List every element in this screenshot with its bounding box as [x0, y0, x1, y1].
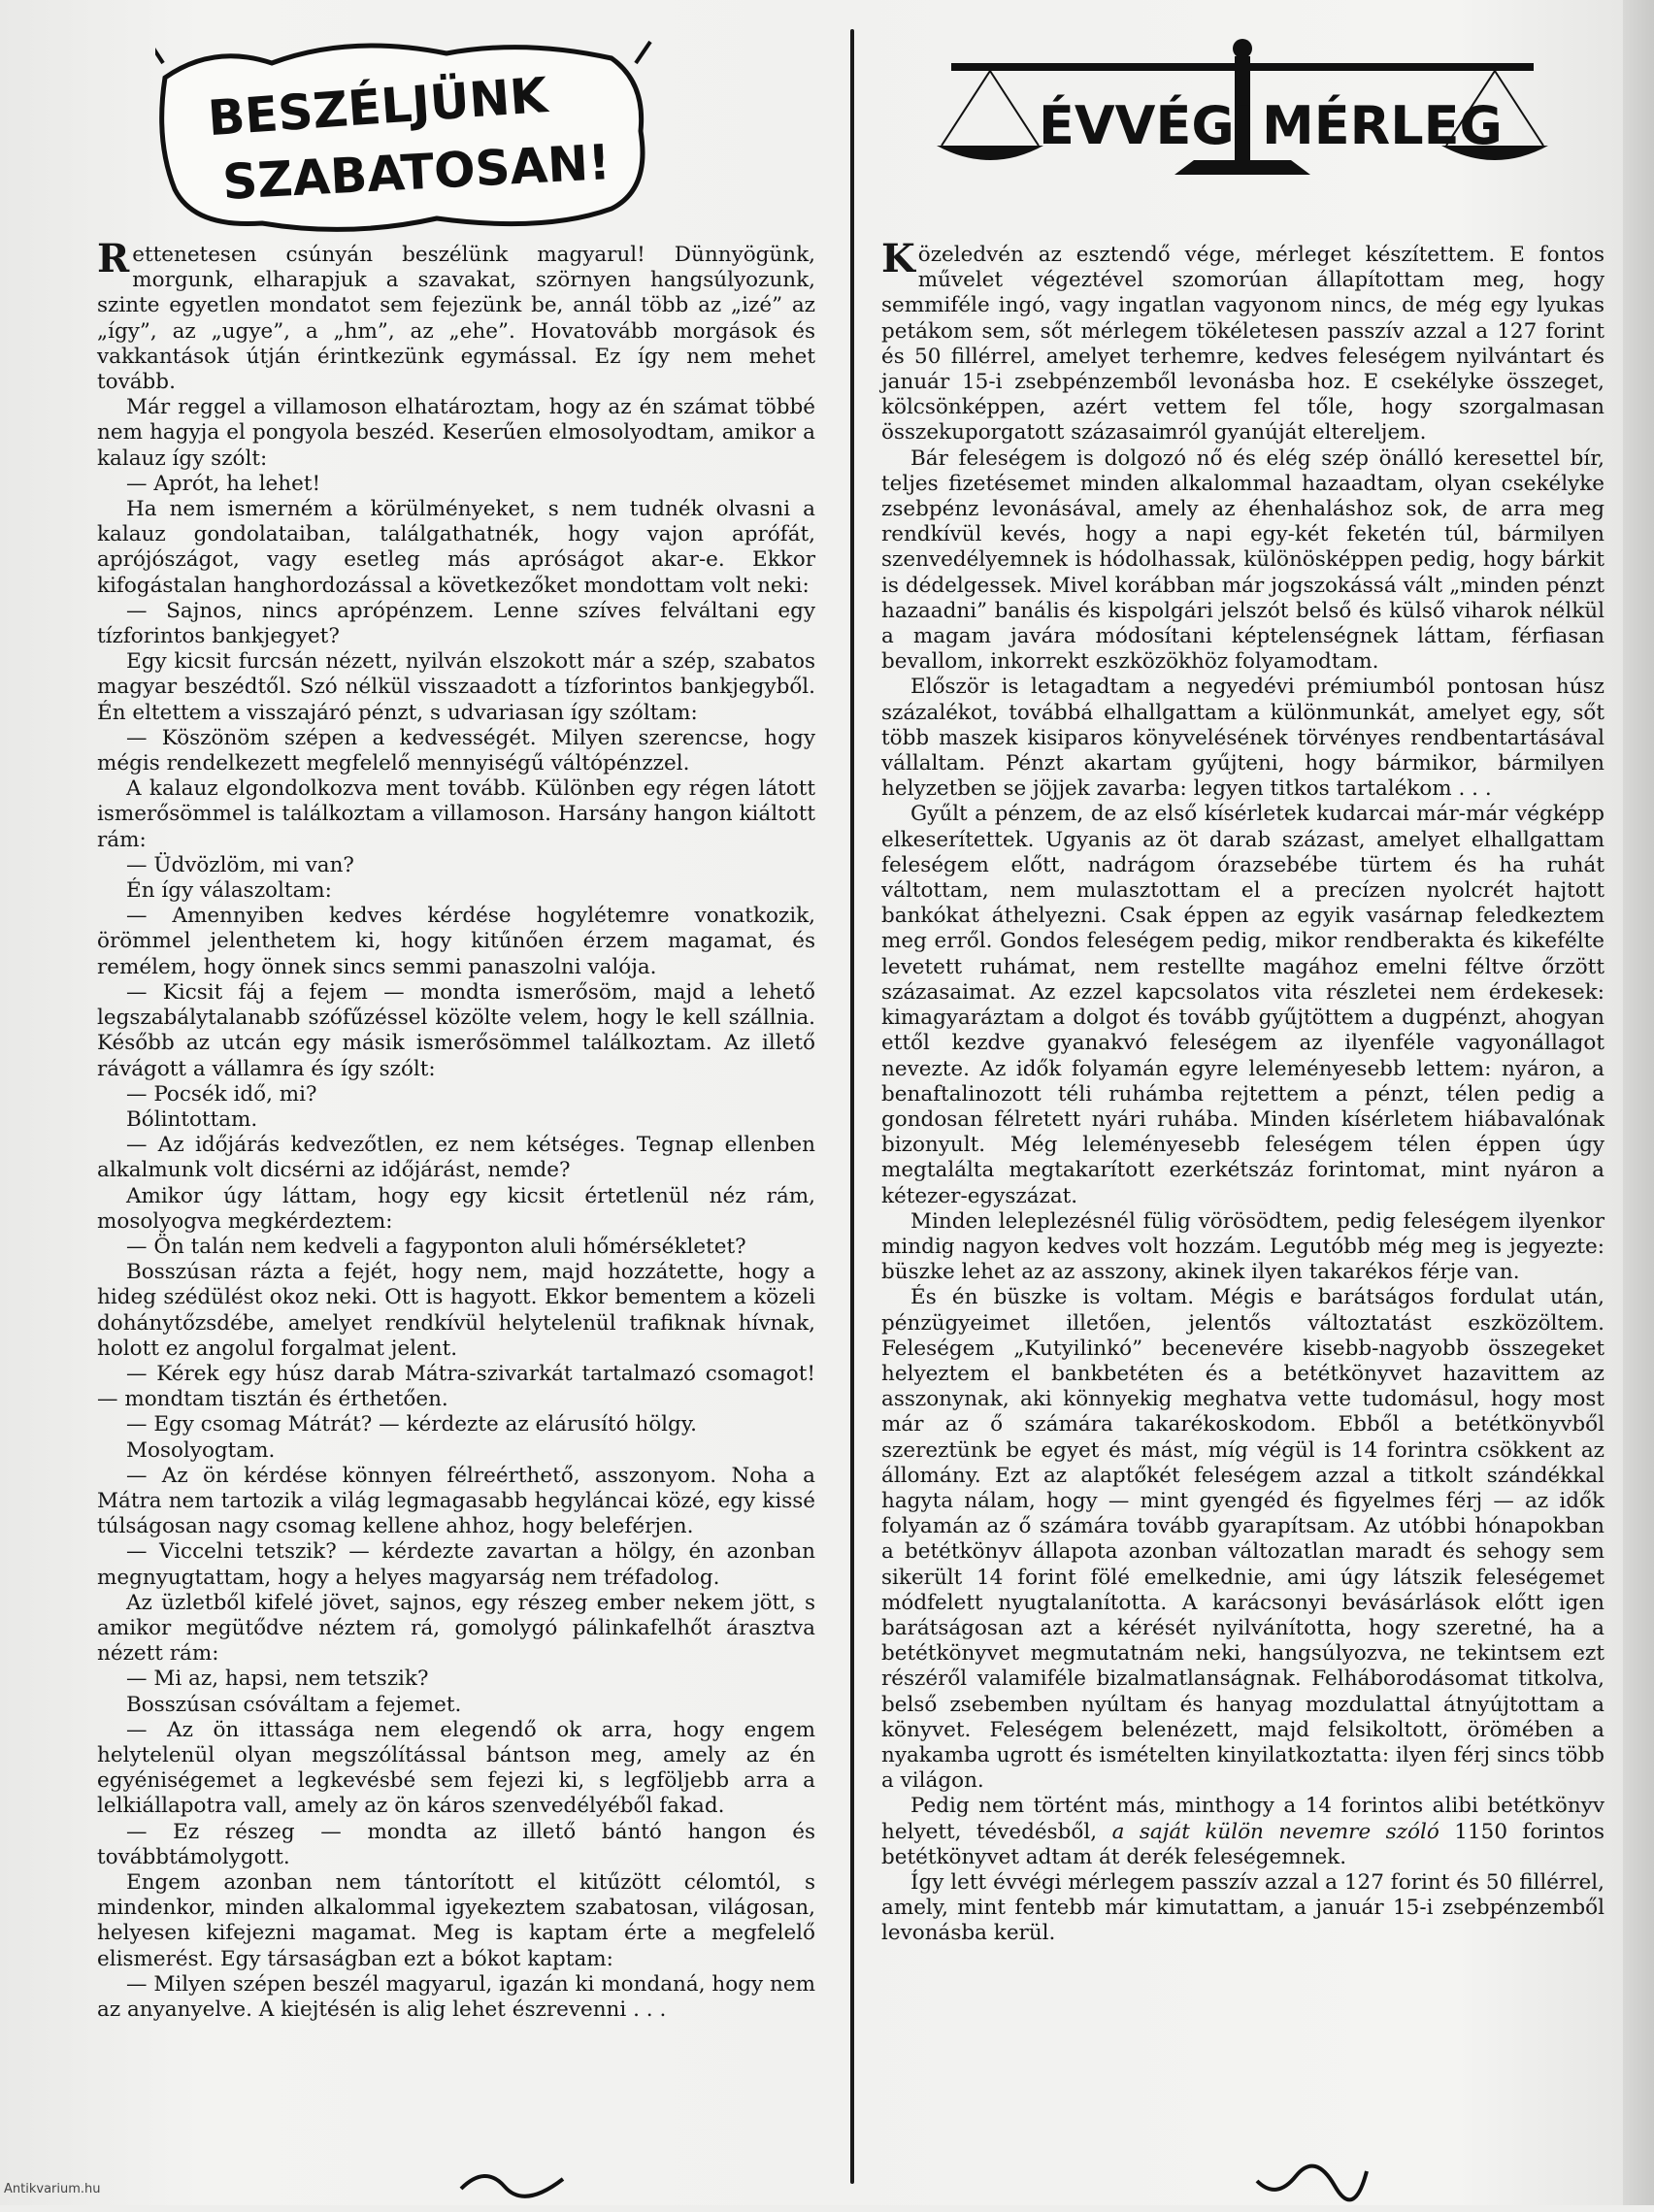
column-divider	[850, 29, 854, 2184]
article-paragraph: — Kicsit fáj a fejem — mondta ismerősöm, majd a lehető legszabálytalanabb szófűzéssel közölte velem, hogy le kell szállnia. Később az utcán egy másik ismerősömmel találkoztam. Az illető rávágott a vállamra és így szólt:	[97, 979, 815, 1081]
article-paragraph: — Aprót, ha lehet!	[126, 471, 321, 496]
right-title-part2: MÉRLEG	[1262, 95, 1503, 156]
article-paragraph: Közeledvén az esztendő vége, mérleget készítettem. E fontos művelet végeztével szomorúan állapítottam meg, hogy semmiféle ingó, vagy ingatlan vagyonom nincs, de még egy lyukas petákom sem, sőt mérlegem tökéletesen passzív azzal a 127 forint és 50 fillérrel, amelyet terhemre, kedves feleségem nyilvántart és január 15-i zsebpénzemből levonásba hoz. E csekélyke összeget, kölcsönképpen, azért vettem fel tőle, hogy szorgalmasan összekuporgatott százasaimról gyanúját eltereljem.	[881, 236, 1604, 446]
right-title-banner	[932, 19, 1553, 194]
left-title-line1: BESZÉLJÜNK	[206, 66, 549, 148]
article-paragraph: — Viccelni tetszik? — kérdezte zavartan a hölgy, én azonban megnyugtattam, hogy a helyes magyarság nem tréfadolog.	[97, 1539, 815, 1590]
article-paragraph: Bár feleségem is dolgozó nő és elég szép önálló keresettel bír, teljes fizetésemet minden alkalommal hazaadtam, olyan csekélyke zsebpénz levonásával, amely az éhenhaláshoz sok, de arra meg rendkívül kevés, hogy a napi egy-két feketén túl, bármilyen szenvedélyemnek is hódolhassak, különösképpen pedig, hogy bárkit is dédelgessek. Mivel korábban már jogszokássá vált „minden pénzt hazaadni” banális és kispolgári jelszót belső és külső viharok nélkül a magam javára módosítani képtelenségnek láttam, férfiasan bevallom, inkorrekt eszközökhöz folyamodtam.	[881, 446, 1604, 675]
signature-right	[1252, 2157, 1369, 2205]
article-paragraph: Ha nem ismerném a körülményeket, s nem tudnék olvasni a kalauz gondolataiban, találgathatnék, hogy vajon aprófát, aprójószágot, vagy esetleg más apróságot akar-e. Ekkor kifogástalan hanghordozással a következőket mondottam volt neki:	[97, 497, 815, 598]
article-paragraph: — Köszönöm szépen a kedvességét. Milyen szerencse, hogy mégis rendelkezett megfelelő mennyiségű váltópénzzel.	[97, 725, 815, 776]
article-paragraph: És én büszke is voltam. Mégis e barátságos fordulat után, pénzügyeimet illetően, jelentős változtatást eszközöltem. Feleségem „Kutyilinkó” becenevére kisebb-nagyobb összegeket helyeztem el bankbetéten és a betétkönyvet hazavittem az asszonynak, aki könnyekig meghatva vette tudomásul, hogy most már az ő számára takarékoskodom. Ebből a betétkönyvből szereztünk be egyet és mást, míg végül is 14 forintra csökkent az állomány. Ezt az alaptőkét feleségem azzal a titkolt szándékkal hagyta nálam, hogy — mint gyengéd és figyelmes férj — az idők folyamán az ő számára tovább gyarapítsam. Az utóbbi hónapokban a betétkönyv állapota azonban változatlan maradt és sehogy sem sikerült 14 forint fölé emelkednie, ami úgy látszik feleségemet módfelett nyugtalanította. A karácsonyi bevásárlások előtt igen barátságosan azt a kérését nyilvánította, hogy szeretné, ha a betétkönyvet megmutatnám neki, hangsúlyozva, ne tekintsem ezt részéről valamiféle bizalmatlanságnak. Felháborodásomat titkolva, belső zsebemben nyúltam és hanyag mozdulattal átnyújtottam a könyvet. Feleségem belenézett, majd felsikoltott, örömében a nyakamba ugrott és ismételten kinyilatkoztatta: ilyen férj sincs több a világon.	[881, 1285, 1604, 1794]
article-paragraph: — Az időjárás kedvezőtlen, ez nem kétséges. Tegnap ellenben alkalmunk volt dicsérni az időjárást, nemde?	[97, 1133, 815, 1183]
article-paragraph: Bosszúsan csóváltam a fejemet.	[126, 1692, 462, 1717]
article-paragraph: Minden leleplezésnél fülig vörösödtem, pedig feleségem ilyenkor mindig nagyon kedves volt hozzám. Legutóbb még meg is jegyezte: büszke lehet az az asszony, akinek ilyen takarékos férje van.	[881, 1208, 1604, 1285]
left-article-body	[97, 236, 815, 2023]
article-paragraph: Bólintottam.	[126, 1106, 258, 1132]
article-paragraph: — Pocsék idő, mi?	[126, 1081, 317, 1106]
article-paragraph: — Ez részeg — mondta az illető bántó hangon és továbbtámolygott.	[97, 1819, 815, 1869]
left-title-banner	[155, 24, 660, 243]
right-article-body	[881, 236, 1604, 1947]
dropcap: K	[881, 236, 915, 281]
article-paragraph: Gyűlt a pénzem, de az első kísérletek kudarcai már-már végképp elkeserítettek. Ugyanis az öt darab százast, amelyet elhallgattam feleségem előtt, nadrágom órazsebébe türtem és ha ruhát váltottam, nem mulasztottam el a precízen nyolcrét hajtott bankókat áthelyezni. Csak éppen az egyik vasárnap feledkeztem meg erről. Gondos feleségem pedig, mikor rendberakta és kikefélte levetett ruhámat, nem restellte magához emelni féltve őrzött százasaimat. Az ezzel kapcsolatos vita részletei nem érdekesek: kimagyaráztam a dolgot és tovább gyűjtöttem a dugpénzt, ahogyan ettől kezdve gyanakvó feleségem az ilyenféle vagyonállagot nevezte. Az idők folyamán egyre leleményesebb lettem: nyáron, a benaftalinozott téli ruhámba rejtettem a pénzt, télen pedig a gondosan félretett nyári ruhába. Minden kísérletem hiábavalónak bizonyult. Még leleményesebb feleségem télen éppen úgy megtalálta megtakarított ezerkétszáz forintomat, mint nyáron a kétezer-egyszázat.	[881, 802, 1604, 1208]
article-paragraph: Egy kicsit furcsán nézett, nyilván elszokott már a szép, szabatos magyar beszédtől. Szó nélkül visszaadott a tízforintos bankjegyből. Én eltettem a visszajáró pénzt, s udvariasan így szóltam:	[97, 649, 815, 725]
article-paragraph: — Egy csomag Mátrát? — kérdezte az elárusító hölgy.	[126, 1412, 697, 1437]
article-paragraph: Már reggel a villamoson elhatároztam, hogy az én számat többé nem hagyja el pongyola beszéd. Keserűen elmosolyodtam, amikor a kalauz így szólt:	[97, 395, 815, 471]
article-paragraph: — Milyen szépen beszél magyarul, igazán ki mondaná, hogy nem az anyanyelve. A kiejtésén is alig lehet észrevenni . . .	[97, 1971, 815, 2023]
article-paragraph: Így lett évvégi mérlegem passzív azzal a 127 forint és 50 fillérrel, amely, mint fentebb már kimutattam, a január 15-i zsebpénzemből levonásba kerül.	[881, 1870, 1604, 1946]
article-paragraph: — Az ön kérdése könnyen félreérthető, asszonyom. Noha a Mátra nem tartozik a világ legmagasabb hegyláncai közé, egy kissé túlságosan nagy csomag kellene ahhoz, hogy beleférjen.	[97, 1463, 815, 1539]
banner-illustration	[155, 24, 660, 243]
article-paragraph: Én így válaszoltam:	[126, 878, 332, 904]
article-paragraph: A kalauz elgondolkozva ment tovább. Különben egy régen látott ismerősömmel is találkoztam a villamoson. Harsány hangon kiáltott rám:	[97, 776, 815, 852]
article-paragraph: Pedig nem történt más, minthogy a 14 forintos alibi betétkönyv helyett, tévedésből, a saját külön nevemre szóló 1150 forintos betétkönyvet adtam át derék feleségemnek.	[881, 1794, 1604, 1869]
article-paragraph: — Amennyiben kedves kérdése hogylétemre vonatkozik, örömmel jelenthetem ki, hogy kitűnően érzem magamat, és remélem, hogy önnek sincs semmi panaszolni valója.	[97, 904, 815, 979]
article-paragraph: — Sajnos, nincs aprópénzem. Lenne szíves felváltani egy tízforintos bankjegyet?	[97, 598, 815, 649]
article-paragraph: Mosolyogtam.	[126, 1437, 276, 1463]
article-paragraph: Az üzletből kifelé jövet, sajnos, egy részeg ember nekem jött, s amikor megütődve néztem rá, gomolygó pálinkafelhőt árasztva nézett rám:	[97, 1590, 815, 1667]
article-paragraph: Bosszúsan rázta a fejét, hogy nem, majd hozzátette, hogy a hideg szédülést okoz neki. Ott is hagyott. Ekkor bementem a közeli dohánytőzsdébe, amelyet rendkívül helytelenül trafiknak hívnak, holott ez angolul forgalmat jelent.	[97, 1260, 815, 1361]
right-title-part1: ÉVVÉGI	[1039, 95, 1254, 156]
dropcap: R	[97, 236, 130, 281]
article-paragraph: Amikor úgy láttam, hogy egy kicsit értetlenül néz rám, mosolyogva megkérdeztem:	[97, 1183, 815, 1234]
article-paragraph: — Kérek egy húsz darab Mátra-szivarkát tartalmazó csomagot! — mondtam tisztán és érthetően.	[97, 1361, 815, 1412]
article-paragraph: Engem azonban nem tántorított el kitűzött célomtól, s mindenkor, minden alkalommal igyekeztem szabatosan, világosan, helyesen kifejezni magamat. Meg is kaptam érte a megfelelő elismerést. Egy társaságban ezt a bókot kaptam:	[97, 1870, 815, 1971]
watermark-text: Antikvarium.hu	[4, 2182, 101, 2196]
scale-illustration	[932, 19, 1553, 194]
page-edge	[1623, 0, 1654, 2205]
article-paragraph: — Az ön ittassága nem elegendő ok arra, hogy engem helytelenül olyan megszólítással bántson meg, amely az én egyéniségemet a legkevésbé sem fejezi ki, s legföljebb arra a lelkiállapotra vall, amely az ön káros szenvedélyéből fakad.	[97, 1717, 815, 1819]
signature-left	[456, 2160, 573, 2208]
article-paragraph: — Mi az, hapsi, nem tetszik?	[126, 1667, 429, 1692]
left-title-line2: SZABATOSAN!	[220, 134, 612, 211]
article-paragraph: — Ön talán nem kedveli a fagyponton aluli hőmérsékletet?	[126, 1234, 746, 1259]
article-paragraph: Rettenetesen csúnyán beszélünk magyarul! Dünnyögünk, morgunk, elharapjuk a szavakat, szörnyen hangsúlyozunk, szinte egyetlen mondatot sem fejezünk be, annál több az „izé” az „így”, az „ugye”, a „hm”, az „ehe”. Hovatovább morgások és vakkantások útján érintkezünk egymással. Ez így nem mehet tovább.	[97, 236, 815, 395]
italic-phrase: a saját külön nevemre szóló	[1111, 1819, 1439, 1844]
article-paragraph: — Üdvözlöm, mi van?	[126, 852, 354, 877]
article-paragraph: Először is letagadtam a negyedévi prémiumból pontosan húsz százalékot, továbbá elhallgattam a különmunkát, amelyet egy, sőt több maszek kisiparos könyvelésének törvényes rendbentartásával vállaltam. Pénzt akartam gyűjteni, hogy bármikor, bármilyen helyzetben se jöjjek zavarba: legyen titkos tartalékom . . .	[881, 675, 1604, 802]
